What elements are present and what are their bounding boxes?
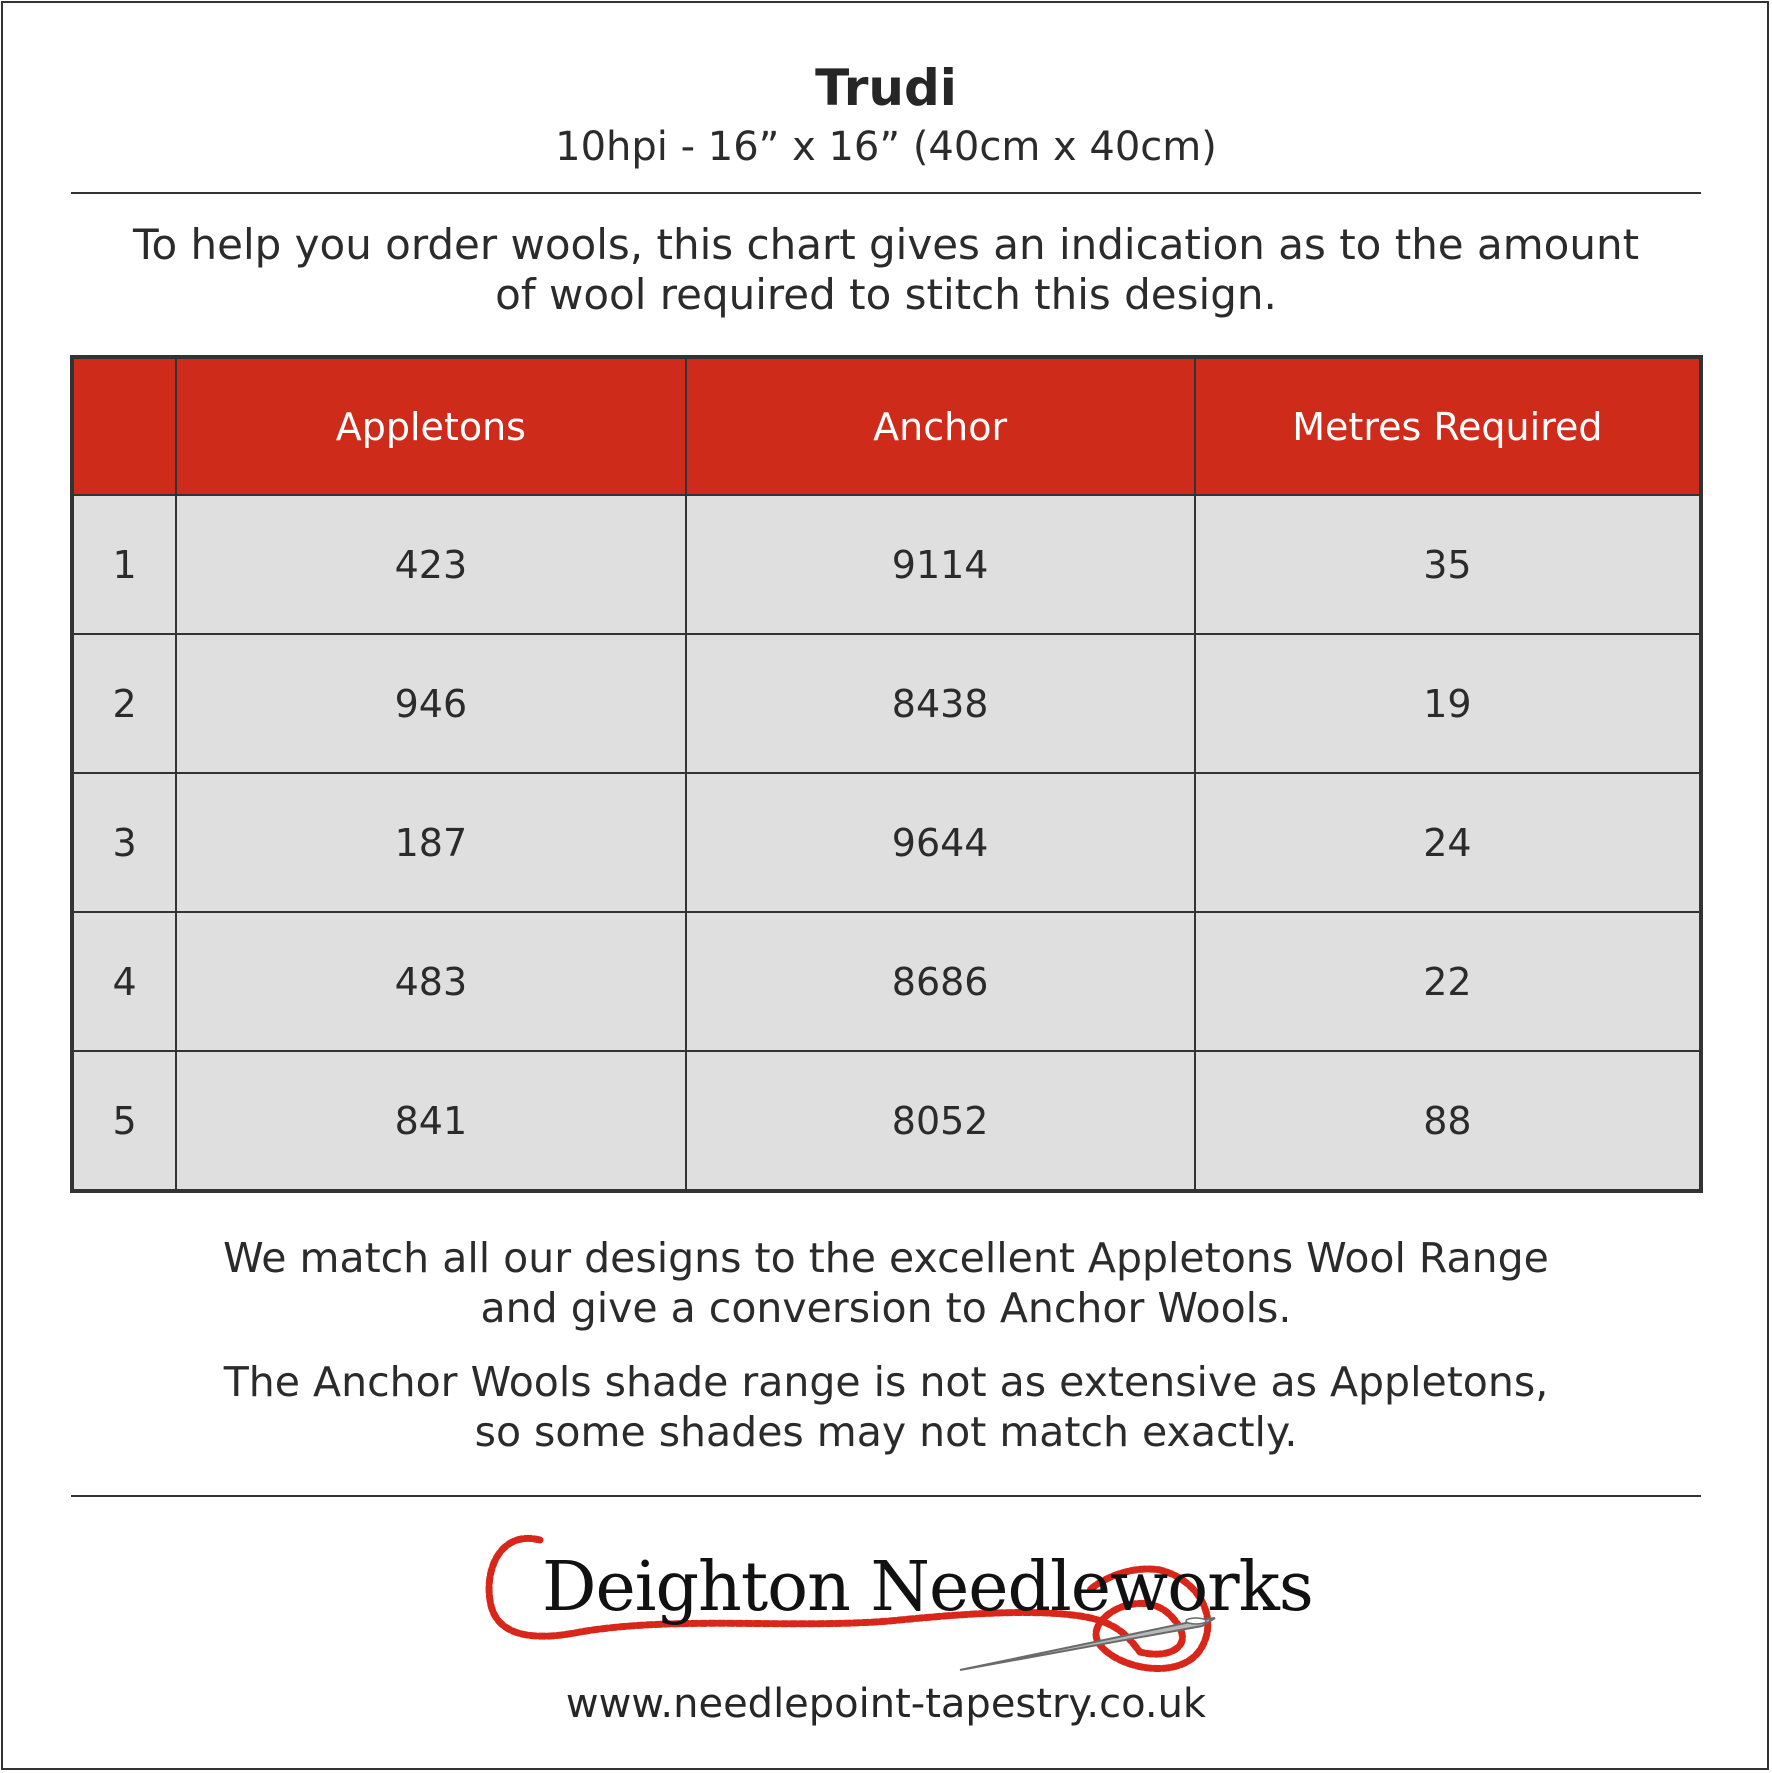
metres-cell: 24: [1195, 773, 1701, 912]
anchor-cell: 9644: [686, 773, 1195, 912]
row-number: 5: [72, 1051, 176, 1191]
table-row: [72, 495, 1701, 634]
appletons-cell: 187: [176, 773, 685, 912]
note-2-line-1: The Anchor Wools shade range is not as extensive as Appletons,: [223, 1358, 1549, 1406]
metres-cell: 35: [1195, 495, 1701, 634]
brand-logo: [480, 1520, 1313, 1690]
header-cell-appletons: Appletons: [176, 357, 685, 495]
top-divider: [71, 192, 1701, 194]
appletons-cell: 841: [176, 1051, 685, 1191]
page-title: Trudi: [815, 59, 957, 117]
note-1-line-2: and give a conversion to Anchor Wools.: [480, 1284, 1292, 1332]
row-number: 3: [72, 773, 176, 912]
note-paragraph-2: [0, 1357, 1772, 1457]
metres-cell: 88: [1195, 1051, 1701, 1191]
metres-cell: 22: [1195, 912, 1701, 1051]
header-cell-number: [72, 357, 176, 495]
table-row: [72, 1051, 1701, 1191]
intro-text: [0, 220, 1772, 320]
metres-cell: 19: [1195, 634, 1701, 773]
note-1-line-1: We match all our designs to the excellent Appletons Wool Range: [223, 1234, 1549, 1282]
table-row: [72, 634, 1701, 773]
table-row: [72, 773, 1701, 912]
anchor-cell: 8438: [686, 634, 1195, 773]
website-url[interactable]: www.needlepoint-tapestry.co.uk: [565, 1681, 1207, 1727]
anchor-cell: 8686: [686, 912, 1195, 1051]
row-number: 1: [72, 495, 176, 634]
bottom-divider: [71, 1495, 1701, 1497]
notes: [0, 1233, 1772, 1481]
wool-table: [70, 355, 1703, 1193]
appletons-cell: 946: [176, 634, 685, 773]
row-number: 4: [72, 912, 176, 1051]
logo-text: Deighton Needleworks: [542, 1548, 1313, 1627]
table-row: [72, 912, 1701, 1051]
appletons-cell: 423: [176, 495, 685, 634]
header-cell-metres: Metres Required: [1195, 357, 1701, 495]
table-header-row: [72, 357, 1701, 495]
note-2-line-2: so some shades may not match exactly.: [474, 1408, 1298, 1456]
anchor-cell: 8052: [686, 1051, 1195, 1191]
intro-line-1: To help you order wools, this chart gives an indication as to the amount: [132, 220, 1640, 269]
intro-line-2: of wool required to stitch this design.: [495, 270, 1277, 319]
appletons-cell: 483: [176, 912, 685, 1051]
page-subtitle: 10hpi - 16” x 16” (40cm x 40cm): [555, 124, 1217, 170]
row-number: 2: [72, 634, 176, 773]
note-paragraph-1: [0, 1233, 1772, 1333]
header-cell-anchor: Anchor: [686, 357, 1195, 495]
anchor-cell: 9114: [686, 495, 1195, 634]
